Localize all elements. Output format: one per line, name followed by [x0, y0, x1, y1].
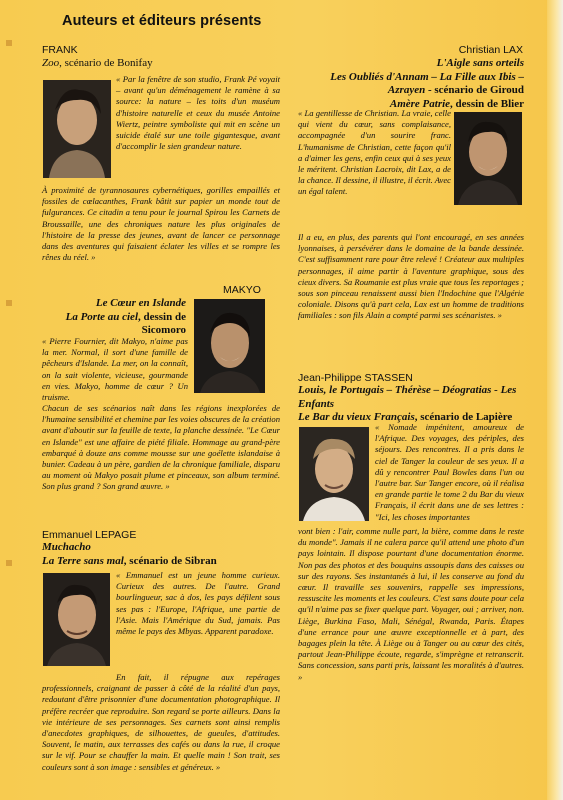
- work-title: Le Bar du vieux Français: [298, 411, 415, 423]
- work-lax: [298, 57, 524, 111]
- author-name-lax: Christian LAX: [458, 44, 523, 56]
- author-name-frank: FRANK: [42, 44, 78, 56]
- author-name-stassen: Jean-Philippe STASSEN: [298, 372, 413, 384]
- bio-makyo-wrap: « Pierre Fournier, dit Makyo, n'aime pas la mer. Normal, il sort d'une famille de pêcheurs d'Islande. La mer, on la connaît, on la sait violente, vicieuse, gourmande en vies. Makyo, homme de cœur ? Un truisme.: [42, 336, 188, 403]
- bio-lax-wrap: « La gentillesse de Christian. La vraie, celle qui vient du cœur, sans complaisance, accompagnée d'un sourire franc. L'humanisme de Christian, cette façon qu'il a d'aimer les gens, enfin ceux qui à ses yeux le méritent. Christian Lacroix, dit Lax, a de la chance. Il dessine, il illustre, il écrit. Avec un égal talent.: [298, 108, 451, 197]
- bio-lepage-p2: En fait, il répugne aux repérages professionnels, craignant de passer à côté de la réalité d'un pays, redoutant d'être prisonnier d'une documentation photographique. Il préfère recréer que reproduire. Son regard se porte ailleurs. Dans la vie intérieure de ses personnages. Ses carnets sont ainsi remplis d'anecdotes graphiques, de silhouettes, de gueules, d'attitudes. Souvent, le matin, aux terrasses des cafés ou dans la rue, il croque sur le vif. Pour se chauffer la main. Et quelle main ! Son trait, ses couleurs sont à son image : sensibles et généreux. »: [42, 672, 280, 772]
- author-photo-lax: [454, 112, 522, 205]
- work-lepage: [42, 541, 282, 568]
- work-credit: , scénario de Sibran: [123, 554, 217, 567]
- author-photo-stassen: [299, 427, 369, 521]
- work-title: La Porte au ciel: [65, 310, 138, 323]
- bio-makyo: Chacun de ses scénarios naît dans les régions inexplorées de l'humaine sensibilité et chemine par les voies obscures de la création avant d'aboutir sur la feuille de texte, la planche dessinée. "Le Cœur en Islande" est une affaire de piété filiale. Hommage au grand-père embarqué à douze ans comme mousse sur une goélette islandaise à bunier. Cadeau à un père, gardien de la chronique familiale, disparu au moment où Makyo posait plume et pinceaux, son album terminé. Son plus grand ? Son grand œuvre. »: [42, 403, 280, 492]
- margin-mark: [6, 40, 12, 46]
- work-title: Amère Patrie: [389, 97, 451, 110]
- author-photo-frank: [43, 80, 111, 178]
- bio-lax: Il a eu, en plus, des parents qui l'ont encouragé, en ses années lyonnaises, à persévérer dans le domaine de la bande dessinée. C'est suffisamment rare pour être relevé ! Créateur aux multiples personnages, il aime partir à l'aventure graphique, sous des cieux divers. Sa Roumanie est plus vraie que tous les reportages ; sous son pinceau renaissent aussi bien l'Indochine que l'Algérie coloniale. Disons qu'à part cela, Lax est un homme de traditions familiales : son fils Alain a compté parmi ses scénaristes. »: [298, 232, 524, 321]
- work-title: Azrayen: [387, 84, 426, 96]
- work-title: Zoo: [42, 57, 60, 69]
- work-title: Louis, le Portugais – Thérèse – Déogratias - Les Enfants: [298, 384, 517, 410]
- work-credit: , scénario de Lapière: [414, 411, 513, 423]
- margin-mark: [6, 560, 12, 566]
- paper-edge: [547, 0, 563, 800]
- work-title: L'Aigle sans orteils: [436, 57, 524, 69]
- work-title: Muchacho: [42, 541, 91, 553]
- work-credit: - scénario de Giroud: [425, 84, 524, 96]
- bio-frank-wrap: « Par la fenêtre de son studio, Frank Pé voyait – avant qu'un déménagement le ramène à sa source: la nature – les toits d'un muséum d'histoire naturelle et ceux du musée Antoine Wiertz, peintre symboliste qui mit en scène un suicide étalé sur une toile gigantesque, avant d'accomplir le sien grandeur nature.: [116, 74, 280, 152]
- author-name-makyo: MAKYO: [223, 284, 261, 296]
- bio-lepage-wrap: « Emmanuel est un jeune homme curieux. Curieux des autres. De l'autre. Grand bourlingueur, sac à dos, les pays défilent sous ses pas : l'Europe, l'Afrique, une partie de l'Asie. Mais l'Amérique du Sud, jamais. Pas même le pays des Mbyas. Apparent paradoxe.: [116, 570, 280, 637]
- work-credit: , dessin de: [138, 310, 186, 323]
- work-credit: Sicomoro: [141, 324, 186, 336]
- work-credit: , scénario de Bonifay: [59, 57, 153, 69]
- work-stassen: [298, 384, 524, 425]
- margin-mark: [6, 300, 12, 306]
- author-photo-makyo: [194, 299, 265, 393]
- author-photo-lepage: [43, 573, 110, 666]
- work-makyo: [42, 297, 186, 338]
- work-credit: , dessin de Blier: [450, 97, 524, 110]
- work-title: Les Oubliés d'Annam – La Fille aux Ibis –: [330, 70, 524, 83]
- author-name-lepage: Emmanuel LEPAGE: [42, 529, 137, 541]
- bio-stassen: vont bien : l'air, comme nulle part, la bière, comme dans le reste du monde". Jamais il ne calera parce qu'il attend une photo d'un pays lointain. Il dispose pourtant d'une documentation énorme. Non pas des photos et des bouquins assoupis dans des caisses ou sur des rayons. Ses instantanés à lui, il les conserve au fond du cœur. Il travaille ses souvenirs, rappelle ses impressions, ressuscite les moments et les couleurs. C'est sans doute pour cela qu'il n'aime pas se fixer quelque part. Voyager, oui ; arriver, non. Liège, Burkina Faso, Mali, Sénégal, Rwanda, Paris. Étapes d'une errance pour une œuvre exceptionnelle et à part, des bagages plein la tête. À Liège ou à Tanger ou au cœur des cités, partout Jean-Philippe écoute, regarde, s'imprègne et retranscrit. Sans concession, sans parti pris, laissant les moralités à d'autres. »: [298, 526, 524, 682]
- work-title: La Terre sans mal: [42, 554, 124, 567]
- work-title: Le Cœur en Islande: [95, 297, 186, 309]
- bio-stassen-wrap: « Nomade impénitent, amoureux de l'Afrique. Des voyages, des périples, des séjours. Des rencontres. Il a pris dans le ciel de Tanger la couleur de ses yeux. Il a dû y rencontrer Paul Bowles dans l'un ou l'autre bar. Sur Tanger encore, où il réalisa en grande partie le tome 2 du Bar du vieux Français, il écrit dans une de ses lettres : "Ici, les choses importantes: [375, 422, 524, 522]
- bio-frank: À proximité de tyrannosaures cybernétiques, gorilles empaillés et fossiles de cœlacanthes, Frank bâtit sur papier un monde tout de fulgurances. Ce citadin a tenu pour le journal Spirou les Carnets de Broussaille, une des chroniques nature les plus originales de l'histoire de la presse des jeunes, avant de lancer ce personnage dans des aventures qui faisaient éclater les villes et se rompre les rênes du réel. »: [42, 185, 280, 263]
- page-title: Auteurs et éditeurs présents: [62, 13, 262, 29]
- work-frank: [42, 57, 282, 71]
